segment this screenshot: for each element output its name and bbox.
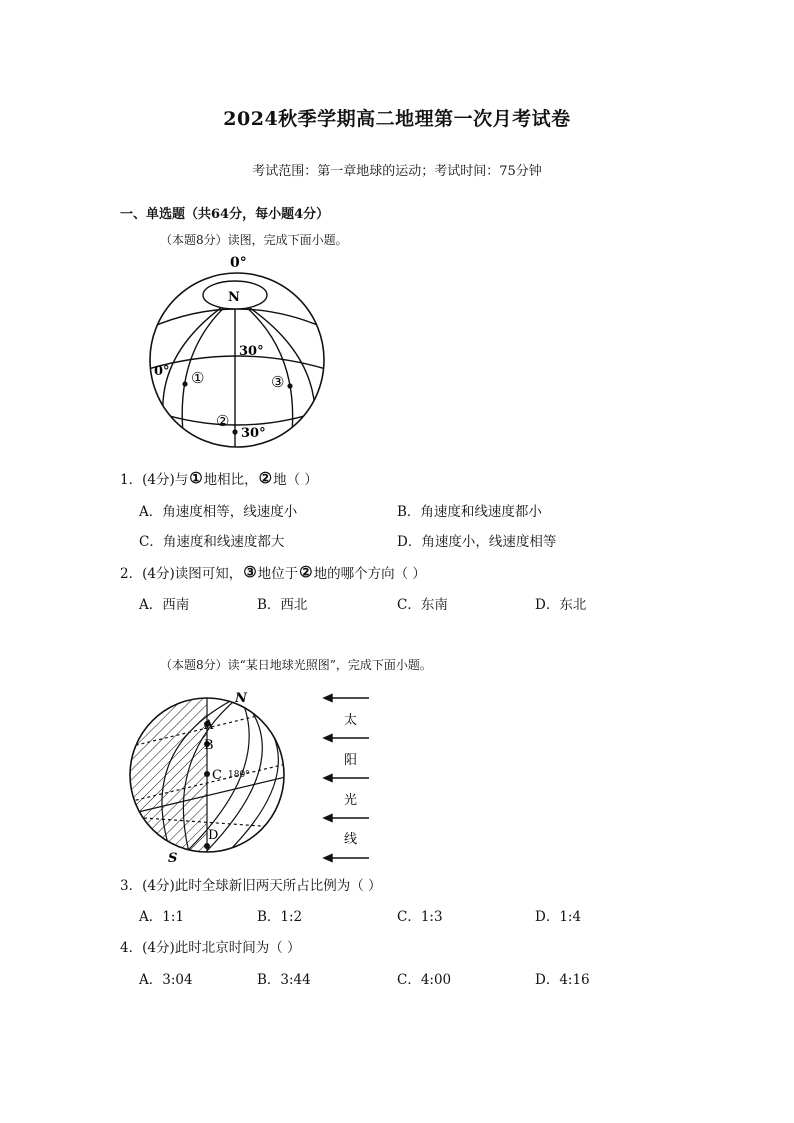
question-4-stem [120, 936, 301, 956]
question-text: 地（ ） [273, 472, 318, 488]
point-2-label: ② [216, 412, 230, 430]
sunlight-char-2: 阳 [344, 753, 358, 768]
question-number: 1． [120, 472, 143, 488]
sunlight-char-1: 太 [344, 713, 358, 728]
section-heading: 一、单选题（共64分，每小题4分） [120, 207, 330, 222]
point-3-dot [287, 383, 292, 388]
question-text: 此时全球新旧两天所占比例为（ ） [174, 878, 382, 894]
point-b-label: B [204, 738, 214, 753]
south-label: S [168, 851, 178, 866]
q4-option-c[interactable]: C．4:00 [397, 972, 452, 988]
question-1-stem [120, 468, 318, 488]
q1-option-d[interactable]: D．角速度小，线速度相等 [397, 534, 557, 550]
question-score: (4分) [142, 472, 175, 488]
question-score: (4分) [142, 566, 175, 582]
question-number: 4． [120, 940, 143, 956]
q4-option-b[interactable]: B．3:44 [257, 972, 311, 988]
circled-number: ② [299, 563, 313, 581]
point-1-dot [182, 381, 187, 386]
question-text: 地位于 [257, 566, 299, 582]
q3-option-c[interactable]: C．1:3 [397, 909, 443, 925]
q2-option-c[interactable]: C．东南 [397, 597, 448, 613]
question-3-stem [120, 874, 382, 894]
point-2-dot [232, 429, 237, 434]
point-3-label: ③ [271, 373, 285, 391]
question-2-stem [120, 562, 426, 582]
point-d-label: D [208, 828, 219, 843]
illumination-figure [124, 688, 384, 866]
q1-option-c[interactable]: C．角速度和线速度都大 [139, 534, 285, 550]
top-degree-label: 0° [230, 255, 247, 271]
degree-180-label: 180° [228, 770, 250, 780]
q2-option-b[interactable]: B．西北 [257, 597, 308, 613]
point-c-label: C [212, 768, 222, 783]
latitude-line-upper [145, 309, 329, 330]
question-text: 地的哪个方向（ ） [313, 566, 426, 582]
q2-option-d[interactable]: D．东北 [535, 597, 587, 613]
north-label: N [235, 691, 247, 706]
q1-option-b[interactable]: B．角速度和线速度都小 [397, 504, 542, 520]
q4-option-d[interactable]: D．4:16 [535, 972, 590, 988]
group1-intro: （本题8分）读图，完成下面小题。 [160, 233, 348, 247]
sunlight-char-4: 线 [344, 832, 358, 847]
question-text: 地相比， [203, 472, 258, 488]
circled-number: ① [189, 469, 203, 487]
question-score: (4分) [142, 940, 175, 956]
latitude-30-lower-label: 30° [241, 426, 266, 441]
latitude-30-upper-label: 30° [239, 344, 264, 359]
point-d-dot [204, 843, 210, 849]
point-c-dot [204, 771, 210, 777]
q3-option-a[interactable]: A．1:1 [139, 909, 184, 925]
globe-figure [140, 250, 340, 450]
q3-option-d[interactable]: D．1:4 [535, 909, 582, 925]
circled-number: ③ [243, 563, 257, 581]
page-title: 2024秋季学期高二地理第一次月考试卷 [223, 108, 571, 130]
question-number: 3． [120, 878, 143, 894]
circled-number: ② [258, 469, 273, 487]
question-score: (4分) [142, 878, 175, 894]
q3-option-b[interactable]: B．1:2 [257, 909, 303, 925]
question-text: 此时北京时间为（ ） [174, 940, 301, 956]
question-text: 读图可知， [174, 566, 243, 582]
group2-intro: （本题8分）读“某日地球光照图”，完成下面小题。 [160, 658, 432, 672]
q4-option-a[interactable]: A．3:04 [139, 972, 193, 988]
latitude-0-label: 0° [154, 364, 170, 379]
question-text: 与 [174, 472, 189, 488]
point-1-label: ① [191, 369, 205, 387]
exam-subtitle: 考试范围：第一章地球的运动；考试时间：75分钟 [252, 164, 542, 179]
q1-option-a[interactable]: A．角速度相等，线速度小 [139, 504, 298, 520]
north-pole-label: N [228, 290, 240, 305]
point-a-label: A [204, 718, 214, 733]
sunlight-char-3: 光 [344, 793, 358, 808]
question-number: 2． [120, 566, 143, 582]
q2-option-a[interactable]: A．西南 [139, 597, 190, 613]
